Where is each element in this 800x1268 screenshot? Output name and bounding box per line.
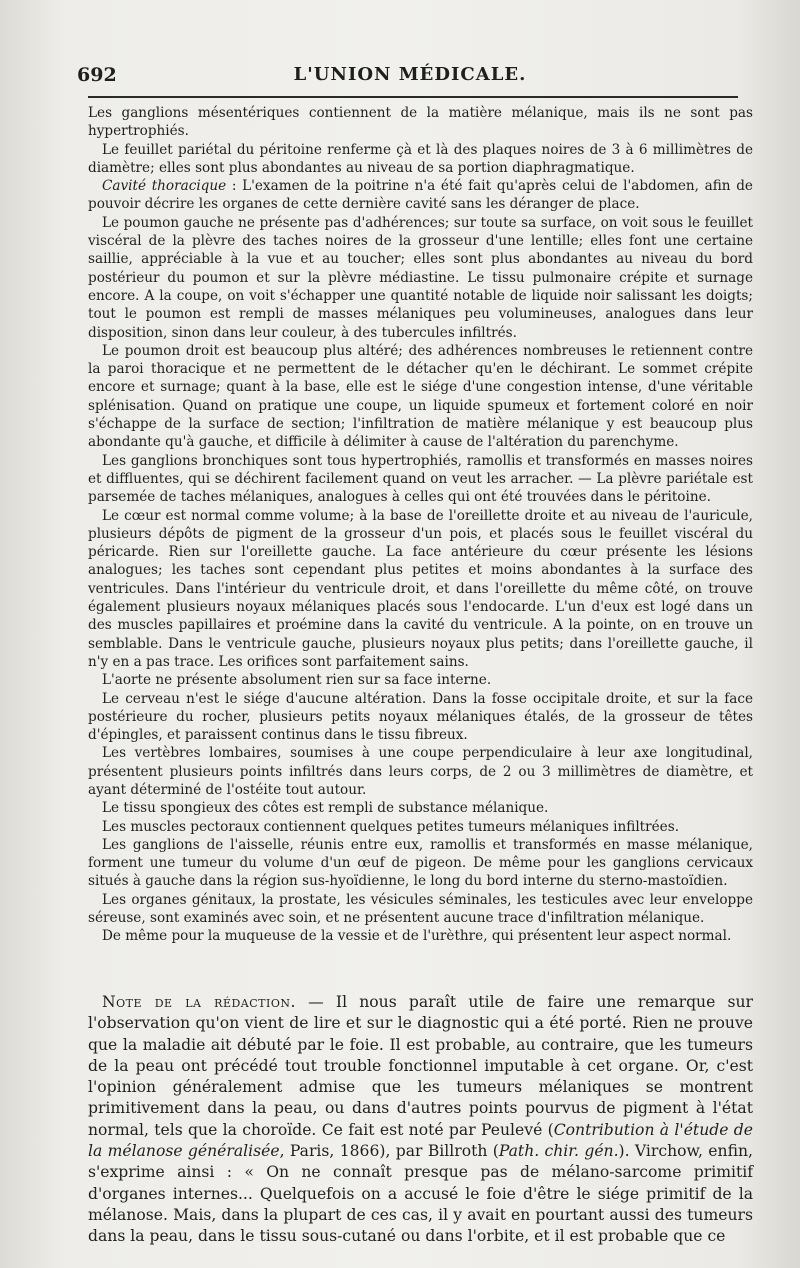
paragraph: Les muscles pectoraux contiennent quelques petites tumeurs mélaniques infiltrées. <box>102 818 680 835</box>
paragraph: Les ganglions mésentériques contiennent de la matière mélanique, mais ils ne sont pas hypertrophiés. <box>88 105 753 140</box>
paragraph: Le cerveau n'est le siége d'aucune altération. Dans la fosse occipitale droite, et sur la face postérieure du rocher, plusieurs petits noyaux mélaniques étalés, de la grosseur de têtes d'épingles, et paraissent continus dans le tissu fibreux. <box>88 690 753 744</box>
header-rule <box>88 96 738 98</box>
paragraph: Les ganglions de l'aisselle, réunis entre eux, ramollis et transformés en masse mélanique, forment une tumeur du volume d'un œuf de pigeon. De même pour les ganglions cervicaux situés à gauche dans la région sus-hyoïdienne, le long du bord interne du sterno-mastoïdien. <box>88 836 753 890</box>
section-label: Cavité thoracique <box>102 178 227 195</box>
citation: Contribution à l'étude de la mélanose généralisée <box>88 1120 753 1161</box>
paragraph: Les vertèbres lombaires, soumises à une coupe perpendiculaire à leur axe longitudinal, présentent plusieurs points infiltrés dans leurs corps, de 2 ou 3 millimètres de diamètre, et ayant déterminé de l'ostéite tout autour. <box>88 745 753 798</box>
paragraph: Le feuillet pariétal du péritoine renferme çà et là des plaques noires de 3 à 6 millimètres de diamètre; elles sont plus abondantes au niveau de sa portion diaphragmatique. <box>88 141 753 176</box>
editorial-note <box>88 992 753 1248</box>
paragraph: Cavité thoracique : L'examen de la poitrine n'a été fait qu'après celui de l'abdomen, afin de pouvoir décrire les organes de cette dernière cavité sans les déranger de place. <box>88 178 753 213</box>
paragraph: Le poumon gauche ne présente pas d'adhérences; sur toute sa surface, on voit sous le feuillet viscéral de la plèvre des taches noires de la grosseur d'une lentille; elles font une certaine saillie, appréciable à la vue et au toucher; elles sont plus abondantes au niveau du bord postérieur du poumon et sur la plèvre médiastine. Le tissu pulmonaire crépite et surnage encore. A la coupe, on voit s'échapper une quantité notable de liquide noir salissant les doigts; tout le poumon est rempli de masses mélaniques peu volumineuses, analogues dans leur disposition, sinon dans leur couleur, à des tubercules infiltrés. <box>88 214 753 341</box>
paragraph: Les organes génitaux, la prostate, les vésicules séminales, les testicules avec leur enveloppe séreuse, sont examinés avec soin, et ne présentent aucune trace d'infiltration mélanique. <box>88 891 753 927</box>
observation-text <box>88 104 753 946</box>
paragraph: L'aorte ne présente absolument rien sur sa face interne. <box>102 672 492 689</box>
note-label: Note de la rédaction. <box>102 993 296 1011</box>
paragraph: De même pour la muqueuse de la vessie et de l'urèthre, qui présentent leur aspect normal. <box>102 928 732 945</box>
citation: Path. chir. gén. <box>498 1142 619 1161</box>
running-title: L'UNION MÉDICALE. <box>293 64 527 85</box>
page-number: 692 <box>77 64 117 86</box>
paragraph: Les ganglions bronchiques sont tous hypertrophiés, ramollis et transformés en masses noires et diffluentes, qui se déchirent facilement quand on veut les arracher. — La plèvre pariétale est parsemée de taches mélaniques, analogues à celles qui ont été trouvées dans le péritoine. <box>88 452 753 506</box>
paragraph: Le cœur est normal comme volume; à la base de l'oreillette droite et au niveau de l'auricule, plusieurs dépôts de pigment de la grosseur d'un pois, et placés sous le feuillet viscéral du péricarde. Rien sur l'oreillette gauche. La face antérieure du cœur présente les lésions analogues; les taches sont cependant plus petites et moins abondantes à la surface des ventricules. Dans l'intérieur du ventricule droit, et dans l'oreillette du même côté, on trouve également plusieurs noyaux mélaniques placés sous l'endocarde. L'un d'eux est logé dans un des muscles papillaires et proémine dans la cavité du ventricule. A la pointe, on en trouve un semblable. Dans le ventricule gauche, plusieurs noyaux plus petits; dans l'oreillette gauche, il n'y en a pas trace. Les orifices sont parfaitement sains. <box>88 507 753 670</box>
note-paragraph: Note de la rédaction. — Il nous paraît utile de faire une remarque sur l'observation qu'on vient de lire et sur le diagnostic qui a été porté. Rien ne prouve que la maladie ait débuté par le foie. Il est probable, au contraire, que les tumeurs de la peau ont précédé tout trouble fonctionnel imputable à cet organe. Or, c'est l'opinion généralement admise que les tumeurs mélaniques se montrent primitivement dans la peau, ou dans d'autres points pourvus de pigment à l'état normal, tels que la choroïde. Ce fait est noté par Peulevé (Contribution à l'étude de la mélanose généralisée, Paris, 1866), par Billroth (Path. chir. gén.). Virchow, enfin, s'exprime ainsi : « On ne connaît presque pas de mélano-sarcome primitif d'organes internes... Quelquefois on a accusé le foie d'être le siége primitif de la mélanose. Mais, dans la plupart de ces cas, il y avait en pourtant aussi des tumeurs dans la peau, dans le tissu sous-cutané ou dans l'orbite, et il est probable que ce <box>88 993 753 1246</box>
page-header <box>75 58 745 94</box>
paragraph: Le tissu spongieux des côtes est rempli de substance mélanique. <box>102 800 549 817</box>
paragraph: Le poumon droit est beaucoup plus altéré; des adhérences nombreuses le retiennent contre la paroi thoracique et ne permettent de le détacher qu'en le déchirant. Le sommet crépite encore et surnage; quant à la base, elle est le siége d'une congestion intense, d'une véritable splénisation. Quand on pratique une coupe, un liquide spumeux et fortement coloré en noir s'échappe de la surface de section; l'infiltration de matière mélanique y est beaucoup plus abondante qu'à gauche, et difficile à délimiter à cause de l'altération du parenchyme. <box>88 342 753 451</box>
